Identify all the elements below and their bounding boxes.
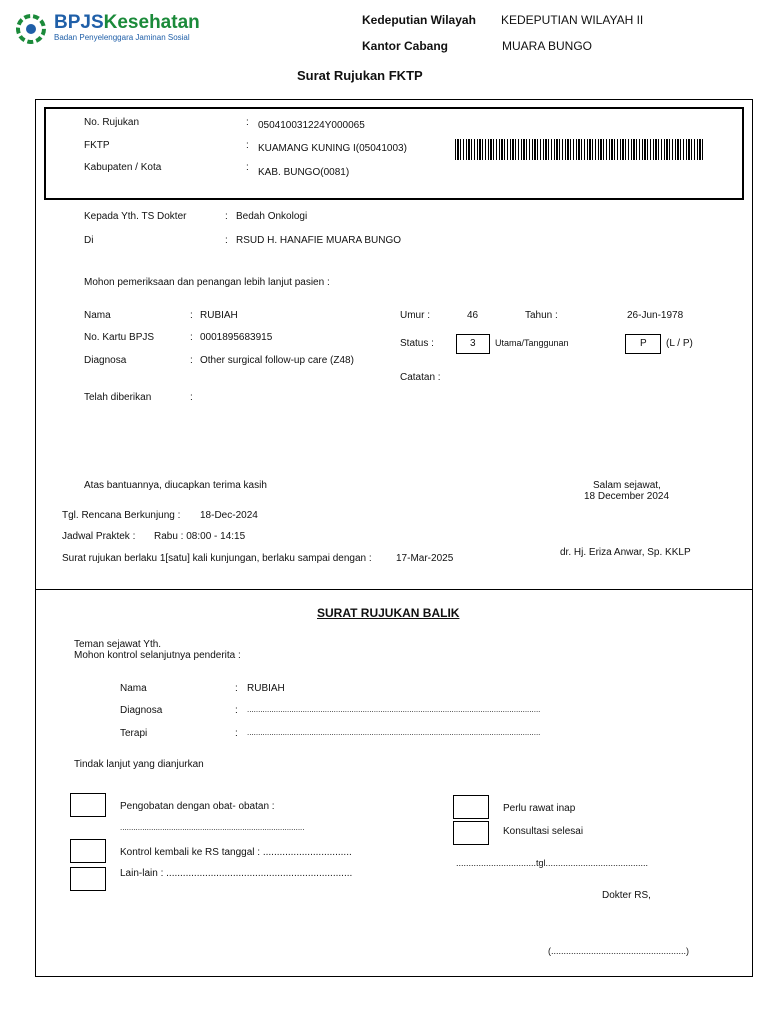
kartu-label: No. Kartu BPJS (84, 332, 155, 343)
bpjs-logo-icon (16, 14, 46, 44)
logo-brand (54, 12, 200, 34)
obat-label: Pengobatan dengan obat- obatan : (120, 801, 275, 812)
tindak-text: Tindak lanjut yang dianjurkan (74, 759, 204, 770)
balik-diagnosa-label: Diagnosa (120, 705, 163, 716)
konsultasi-checkbox[interactable] (453, 821, 489, 845)
letter-date: 18 December 2024 (584, 491, 670, 502)
doctor-name: dr. Hj. Eriza Anwar, Sp. KKLP (560, 547, 691, 558)
balik-terapi-dots: .................................................................................................................................... (247, 728, 541, 737)
colon: : (246, 162, 249, 173)
di-value: RSUD H. HANAFIE MUARA BUNGO (236, 235, 402, 246)
diagnosa-value: Other surgical follow-up care (Z48) (200, 355, 354, 366)
signature-line: (......................................................) (548, 946, 690, 956)
tgl-line: ................................tgl......................................... (456, 858, 649, 868)
thanks-text: Atas bantuannya, diucapkan terima kasih (84, 480, 267, 491)
wilayah-label: Kedeputian Wilayah (362, 13, 476, 27)
logo-brand-b: Kesehatan (103, 12, 200, 33)
di-label: Di (84, 235, 94, 246)
section-divider (35, 589, 753, 590)
kontrol-checkbox[interactable] (70, 839, 106, 863)
tahun-label: Tahun : (525, 310, 558, 321)
rencana-label: Tgl. Rencana Berkunjung : (62, 510, 181, 521)
barcode (455, 139, 705, 160)
kepada-label: Kepada Yth. TS Dokter (84, 211, 187, 222)
wilayah-value: KEDEPUTIAN WILAYAH II (501, 13, 644, 27)
colon: : (225, 211, 228, 222)
colon: : (190, 355, 193, 366)
sex-value: P (640, 338, 647, 349)
status-label: Status : (400, 338, 434, 349)
berlaku-value: 17-Mar-2025 (396, 553, 454, 564)
salam-text: Salam sejawat, (593, 480, 661, 491)
kabupaten-label: Kabupaten / Kota (84, 162, 162, 173)
fktp-label: FKTP (84, 140, 110, 151)
page-title: Surat Rujukan FKTP (297, 68, 423, 83)
colon: : (190, 310, 193, 321)
obat-dots: ................................................................................... (120, 823, 305, 832)
kepada-value: Bedah Onkologi (236, 211, 308, 222)
umur-value: 46 (467, 310, 479, 321)
sex-desc: (L / P) (666, 338, 693, 349)
cabang-value: MUARA BUNGO (502, 39, 593, 53)
cabang-label: Kantor Cabang (362, 39, 449, 53)
colon: : (190, 332, 193, 343)
status-value: 3 (470, 338, 476, 349)
rencana-value: 18-Dec-2024 (200, 510, 258, 521)
berlaku-text: Surat rujukan berlaku 1[satu] kali kunjungan, berlaku sampai dengan : (62, 553, 372, 564)
dokter-rs: Dokter RS, (602, 890, 651, 901)
balik-terapi-label: Terapi (120, 728, 148, 739)
jadwal-value: Rabu : 08:00 - 14:15 (154, 531, 246, 542)
balik-nama-value: RUBIAH (247, 683, 285, 694)
logo-brand-a: BPJS (54, 12, 104, 33)
balik-greet1: Teman sejawat Yth. (74, 639, 162, 650)
balik-title: SURAT RUJUKAN BALIK (317, 606, 460, 620)
diagnosa-label: Diagnosa (84, 355, 127, 366)
rawat-label: Perlu rawat inap (503, 803, 576, 814)
no-rujukan-value: 050410031224Y000065 (258, 120, 365, 131)
balik-diagnosa-dots: .................................................................................................................................... (247, 705, 541, 714)
logo-tagline: Badan Penyelenggara Jaminan Sosial (54, 33, 190, 42)
mohon-text: Mohon pemeriksaan dan penangan lebih lanjut pasien : (84, 277, 330, 288)
jadwal-label: Jadwal Praktek : (62, 531, 136, 542)
colon: : (235, 728, 238, 739)
nama-value: RUBIAH (200, 310, 238, 321)
kontrol-label: Kontrol kembali ke RS tanggal : ................................ (120, 847, 352, 858)
konsultasi-label: Konsultasi selesai (503, 826, 584, 837)
status-desc: Utama/Tanggunan (495, 338, 569, 348)
balik-nama-label: Nama (120, 683, 147, 694)
telah-label: Telah diberikan (84, 392, 152, 403)
colon: : (246, 117, 249, 128)
obat-checkbox[interactable] (70, 793, 106, 817)
umur-label: Umur : (400, 310, 430, 321)
main-frame (35, 99, 753, 977)
colon: : (235, 683, 238, 694)
rawat-checkbox[interactable] (453, 795, 489, 819)
lain-checkbox[interactable] (70, 867, 106, 891)
colon: : (235, 705, 238, 716)
kartu-value: 0001895683915 (200, 332, 273, 343)
nama-label: Nama (84, 310, 111, 321)
colon: : (190, 392, 193, 403)
colon: : (246, 140, 249, 151)
no-rujukan-label: No. Rujukan (84, 117, 140, 128)
balik-greet2: Mohon kontrol selanjutnya penderita : (74, 650, 241, 661)
fktp-value: KUAMANG KUNING I(05041003) (258, 143, 407, 154)
tahun-value: 26-Jun-1978 (627, 310, 684, 321)
kabupaten-value: KAB. BUNGO(0081) (258, 167, 350, 178)
lain-label: Lain-lain : ................................................................... (120, 868, 353, 879)
colon: : (225, 235, 228, 246)
catatan-label: Catatan : (400, 372, 441, 383)
